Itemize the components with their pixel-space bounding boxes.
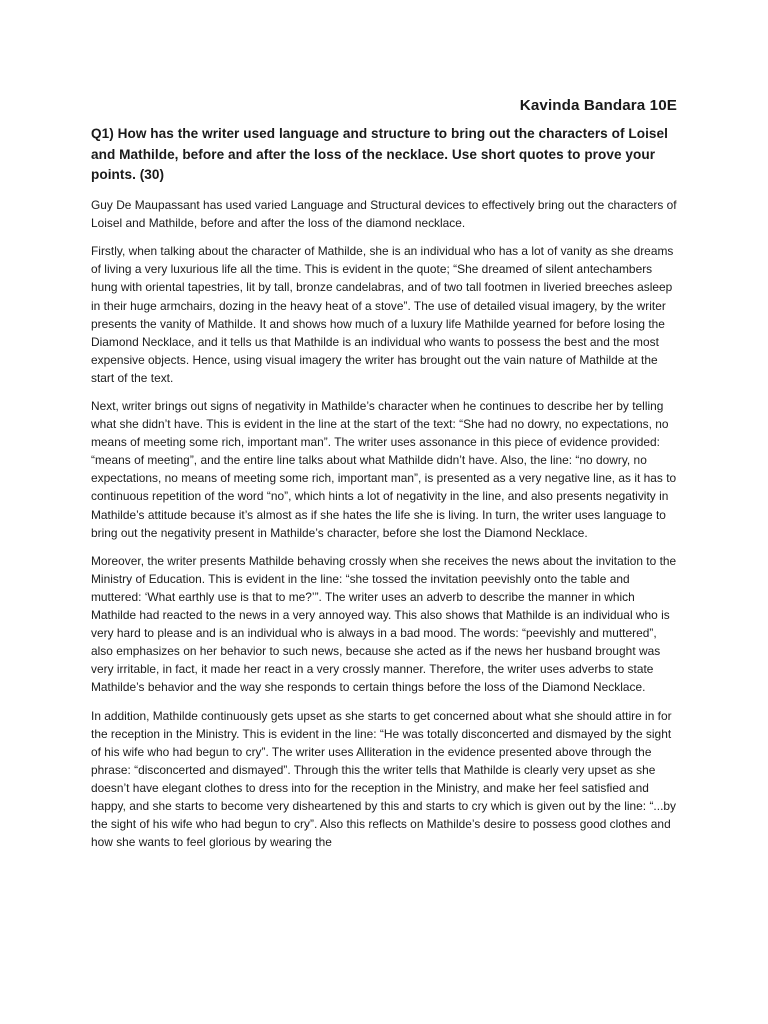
paragraph-crossly: Moreover, the writer presents Mathilde behaving crossly when she receives the news about the invitation to the Ministry of Education. This is evident in the line: “she tossed the invitation peevishly onto the table and muttered: ‘What earthly use is that to me?’”. The writer uses an adverb to describe the manner in which Mathilde had reacted to the news in a very annoyed way. This also shows that Mathilde is an individual who is very hard to please and is an individual who is always in a bad mood. The words: “peevishly and muttered”, also emphasizes on her behavior to such news, because she acted as if the news her husband brought was very irritable, in fact, it made her react in a very crossly manner. Therefore, the writer uses adverbs to state Mathilde’s behavior and the way she responds to certain things before the loss of the Diamond Necklace. (91, 554, 677, 695)
paragraph-vanity: Firstly, when talking about the character of Mathilde, she is an individual who has a lot of vanity as she dreams of living a very luxurious life all the time. This is evident in the quote; “She dreamed of silent antechambers hung with oriental tapestries, lit by tall, bronze candelabras, and of two tall footmen in liveried breeches asleep in their huge armchairs, dozing in the heavy heat of a stove”. The use of detailed visual imagery, by the writer presents the vanity of Mathilde. It and shows how much of a luxury life Mathilde yearned for before losing the Diamond Necklace, and it tells us that Mathilde is an individual who wants to possess the best and the most expensive objects. Hence, using visual imagery the writer has brought out the vain nature of Mathilde at the start of the text. (91, 244, 674, 385)
question-heading: Q1) How has the writer used language and structure to bring out the characters of Loisel and Mathilde, before and after the loss of the necklace. Use short quotes to prove your points. (30) (91, 126, 668, 183)
paragraph-negativity: Next, writer brings out signs of negativity in Mathilde’s character when he continues to describe her by telling what she didn’t have. This is evident in the line at the start of the text: “She had no dowry, no expectations, no means of meeting some rich, important man”. The writer uses assonance in this piece of evidence provided: “means of meeting”, and the entire line talks about what Mathilde didn’t have. Also, the line: “no dowry, no expectations, no means of meeting some rich, important man”, is presented as a very negative line, as it has to continuous repetition of the word “no”, which hints a lot of negativity in the line, and also presents negativity in Mathilde’s attitude because it’s almost as if she hates the life she is living. In turn, the writer uses language to bring out the negativity present in Mathilde’s character, before she lost the Diamond Necklace. (91, 399, 677, 540)
author-line: Kavinda Bandara 10E (519, 97, 677, 114)
paragraph-intro: Guy De Maupassant has used varied Language and Structural devices to effectively bring out the characters of Loisel and Mathilde, before and after the loss of the diamond necklace. (91, 197, 677, 230)
paragraph-upset: In addition, Mathilde continuously gets upset as she starts to get concerned about what she should attire in for the reception in the Ministry. This is evident in the line: “He was totally disconcerted and dismayed by the sight of his wife who had begun to cry”. The writer uses Alliteration in the evidence presented above through the phrase: “disconcerted and dismayed”. Through this the writer tells that Mathilde is clearly very upset as she doesn’t have elegant clothes to dress into for the reception in the Ministry, and make her feel satisfied and happy, and she starts to become very disheartened by this and starts to cry which is given out by the line: “...by the sight of his wife who had begun to cry”. Also this reflects on Mathilde’s desire to possess good clothes and how she wants to feel glorious by wearing the (91, 709, 677, 850)
document-content (91, 96, 677, 862)
